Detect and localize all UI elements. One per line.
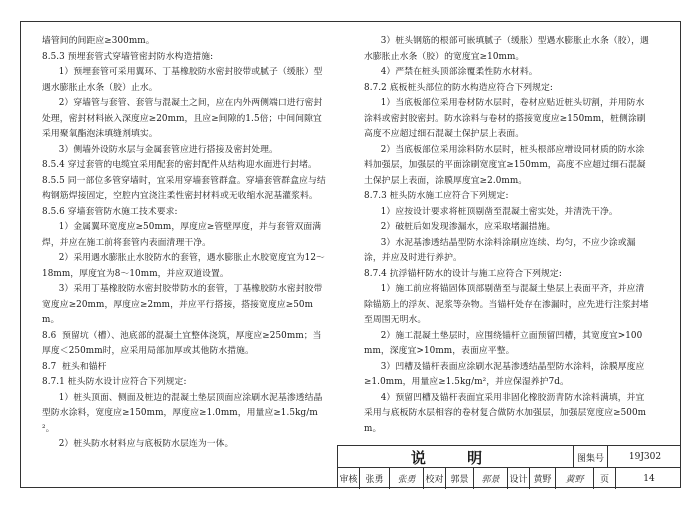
reviewer-signature: 张勇 (390, 468, 424, 489)
paragraph: 8.5.3 预埋套管式穿墙管密封防水构造措施: (42, 51, 214, 62)
paragraph: 2）采用遇水膨胀止水胶防水的套管，遇水膨胀止水胶宽度宜为12～18mm，厚度宜为8～10mm，并应双道设置。 (42, 253, 325, 279)
paragraph: 3）采用丁基橡胶防水密封胶带防水的套管，丁基橡胶防水密封胶带宽度应≥20mm，厚度应≥2mm，并应平行搭接，搭接宽度应≥50mm。 (42, 284, 323, 325)
paragraph: 8.7.1 桩头防水设计应符合下列规定: (42, 377, 187, 387)
sheet-title: 说 明 (338, 446, 574, 468)
paragraph: 1）应按设计要求将桩顶剔凿至混凝土密实处，并清洗干净。 (380, 206, 618, 217)
paragraph: 3）桩头钢筋的根部可嵌填腻子（缓胀）型遇水膨胀止水条（胶），遇水膨胀止水条（胶）的宽度宜≥10mm。 (364, 36, 649, 62)
checker-signature: 郭景 (474, 468, 508, 489)
left-text-column (42, 34, 327, 453)
paragraph: 墙管间的间距应≥300mm。 (42, 36, 155, 46)
paragraph: 2）当底板部位采用涂料防水层时，桩头根部应增设同材质的防水涂料加强层，加强层的平面涂刷宽度宜≥150mm，高度不应超过细石混凝土保护层上表面，涂膜厚度宜≥2.0mm。 (364, 144, 646, 186)
reviewer-name: 张勇 (360, 468, 390, 489)
paragraph: 8.7 桩头和锚杆 (42, 361, 107, 372)
atlas-number-label: 图集号 (574, 446, 608, 468)
paragraph: 4）预留凹槽及锚杆表面宜采用非固化橡胶沥青防水涂料满填，并宜采用与底板防水层相容的卷材复合做防水加强层，加强层宽度应≥500mm。 (364, 392, 647, 434)
page-label: 页 (594, 468, 616, 489)
paragraph: 3）水泥基渗透结晶型防水涂料涂刷应连续、均匀，不应少涂或漏涂，并应及时进行养护。 (364, 237, 636, 263)
review-label: 审核 (338, 468, 360, 489)
check-label: 校对 (424, 468, 446, 489)
paragraph: 2）施工混凝土垫层时，应围绕锚杆立面预留凹槽，其宽度宜>100 mm，深度宜>10mm，表面应平整。 (364, 330, 646, 356)
paragraph: 1）当底板部位采用卷材防水层时，卷材应贴近桩头切割，并用防水涂料或密封胶密封。防水涂料与卷材的搭接宽度应≥150mm，桩侧涂刷高度不应超过细石混凝土保护层上表面。 (364, 98, 646, 139)
paragraph: 8.5.6 穿墙套管防水施工技术要求: (42, 206, 178, 217)
paragraph: 8.7.4 抗浮锚杆防水的设计与施工应符合下列规定: (364, 268, 562, 279)
paragraph: 3）凹槽及锚杆表面应涂刷水泥基渗透结晶型防水涂料，涂膜厚度应≥1.0mm，用量应≥1.5kg/m²，并应保湿养护7d。 (364, 361, 645, 387)
paragraph: 2）穿墙管与套管、套管与混凝土之间，应在内外两侧端口进行密封处理，密封材料嵌入深度应≥20mm，且应≥间隙的1.5倍；中间间隙宜采用聚氧酯泡沫填缝剂填实。 (42, 98, 323, 139)
design-label: 设计 (508, 468, 530, 489)
right-text-column (364, 34, 649, 437)
paragraph: 8.7.2 底板桩头部位的防水构造应符合下列规定: (364, 82, 553, 93)
designer-signature: 黄野 (556, 468, 594, 489)
paragraph: 1）施工前应将锚固体顶部剔凿至与混凝土垫层上表面平齐，并应清除锚筋上的浮灰、泥浆等杂物。当锚杆处存在渗漏时，应先进行注浆封堵至周围无明水。 (364, 284, 649, 325)
paragraph: 1）桩头顶面、侧面及桩边的混凝土垫层顶面应涂刷水泥基渗透结晶型防水涂料，宽度应≥150mm，厚度应≥1.0mm，用量应≥1.5kg/m²。 (42, 392, 323, 434)
page-number: 14 (643, 473, 655, 484)
paragraph: 8.7.3 桩头防水施工应符合下列规定: (364, 191, 509, 201)
paragraph: 4）严禁在桩头顶部涂覆柔性防水材料。 (380, 67, 538, 77)
paragraph: 3）侧墙外设防水层与金属套管应进行搭接及密封处理。 (58, 144, 278, 155)
paragraph: 2）桩头防水材料应与底板防水层连为一体。 (58, 439, 234, 449)
paragraph: 8.5.5 同一部位多管穿墙时，宜采用穿墙套管群盒。穿墙套管群盒应与结构钢筋焊接固定，空腔内宜浇注柔性密封材料或无收缩水泥基灌浆料。 (42, 175, 326, 201)
paragraph: 2）破桩后如发现渗漏水，应采取堵漏措施。 (380, 222, 556, 232)
paragraph: 1）预埋套管可采用翼环、丁基橡胶防水密封胶带或腻子（缓胀）型遇水膨胀止水条（胶）止水。 (42, 67, 323, 93)
paragraph: 1）金属翼环宽度应≥50mm，厚度应≥管壁厚度，并与套管双面满焊，并应在施工前将套管内表面清理干净。 (42, 222, 322, 248)
checker-name: 郭景 (446, 468, 474, 489)
paragraph: 8.5.4 穿过套管的电缆宜采用配套的密封配件从结构迎水面进行封堵。 (42, 160, 317, 170)
paragraph: 8.6 预留坑（槽）、池底部的混凝土宜整体浇筑，厚度应≥250mm；当厚度＜250mm时，应采用局部加厚或其他防水措施。 (42, 330, 322, 356)
designer-name: 黄野 (530, 468, 556, 489)
atlas-number: 19J302 (628, 452, 662, 462)
title-block (337, 445, 681, 488)
